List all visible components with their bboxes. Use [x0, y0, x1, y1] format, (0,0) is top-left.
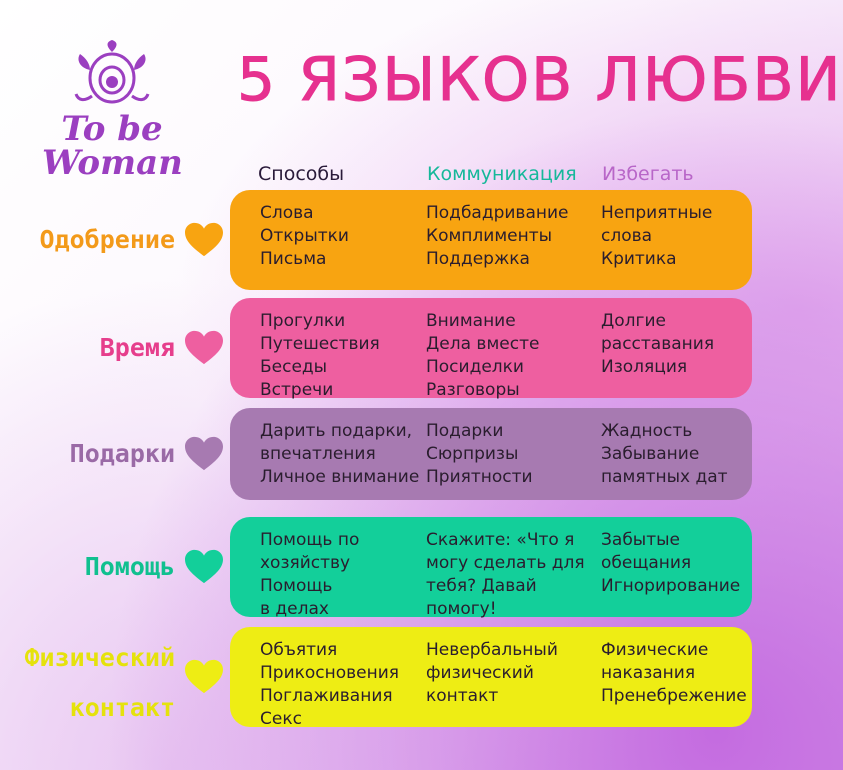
cell-line: Встречи [260, 380, 334, 400]
cell-line: Жадность [601, 421, 693, 441]
logo-text-line2: Woman [42, 143, 183, 183]
cell-ways [260, 310, 380, 402]
cell-ways [260, 202, 349, 271]
cell-line: Изоляция [601, 357, 688, 377]
cell-communication [426, 639, 558, 708]
row-card-time [230, 298, 752, 398]
cell-line: контакт [426, 686, 499, 706]
cell-communication [426, 529, 585, 621]
row-card-approval [230, 190, 752, 290]
cell-line: Поглаживания [260, 686, 393, 706]
cell-line: Разговоры [426, 380, 520, 400]
cell-line: Прогулки [260, 311, 346, 331]
row-card-gifts [230, 408, 752, 500]
cell-avoid [601, 310, 714, 379]
row-card-physical-contact [230, 627, 752, 727]
logo-text-line1: To be [61, 109, 163, 149]
cell-line: Забывание [601, 444, 700, 464]
cell-line: Неприятные [601, 203, 713, 223]
row-label-line: Время [99, 333, 175, 362]
cell-line: Дела вместе [426, 334, 540, 354]
cell-avoid [601, 420, 728, 489]
cell-line: впечатления [260, 444, 376, 464]
cell-line: Объятия [260, 640, 338, 660]
cell-line: Забытые [601, 530, 681, 550]
heart-icon [185, 222, 223, 258]
cell-line: Пренебрежение [601, 686, 747, 706]
cell-line: Посиделки [426, 357, 524, 377]
cell-line: помогу! [426, 599, 497, 619]
cell-line: Подарки [426, 421, 504, 441]
cell-line: Слова [260, 203, 314, 223]
row-label-line: Физический [24, 643, 175, 672]
cell-ways [260, 529, 359, 621]
cell-avoid [601, 639, 747, 708]
cell-line: Подбадривание [426, 203, 569, 223]
cell-line: могу сделать для [426, 553, 585, 573]
cell-line: Секс [260, 709, 302, 729]
cell-communication [426, 202, 569, 271]
heart-icon [185, 330, 223, 366]
cell-communication [426, 310, 539, 402]
cell-line: физический [426, 663, 534, 683]
cell-line: Открытки [260, 226, 349, 246]
heart-icon [185, 549, 223, 585]
peacock-feather-icon [70, 40, 154, 110]
column-header-avoid: Избегать [602, 163, 694, 185]
cell-line: Невербальный [426, 640, 558, 660]
brand-logo [42, 40, 183, 183]
heart-icon [185, 436, 223, 472]
row-label-line: Помощь [84, 552, 175, 581]
cell-line: тебя? Давай [426, 576, 537, 596]
column-header-communication: Коммуникация [427, 163, 577, 185]
page-title: 5 ЯЗЫКОВ ЛЮБВИ [237, 45, 843, 115]
cell-ways [260, 420, 419, 489]
cell-line: Физические [601, 640, 709, 660]
cell-line: хозяйству [260, 553, 351, 573]
column-header-ways: Способы [258, 163, 345, 185]
row-label-time [10, 329, 175, 367]
row-label-gifts [10, 435, 175, 473]
cell-line: слова [601, 226, 653, 246]
cell-line: Критика [601, 249, 677, 269]
cell-line: Сюрпризы [426, 444, 519, 464]
row-label-physical-contact [10, 633, 175, 733]
cell-line: Дарить подарки, [260, 421, 413, 441]
cell-line: Помощь по [260, 530, 360, 550]
cell-ways [260, 639, 399, 731]
cell-line: Прикосновения [260, 663, 400, 683]
cell-line: Личное внимание [260, 467, 420, 487]
cell-line: Помощь [260, 576, 333, 596]
cell-line: памятных дат [601, 467, 728, 487]
cell-line: в делах [260, 599, 329, 619]
row-label-help [10, 548, 175, 586]
cell-line: наказания [601, 663, 696, 683]
cell-line: Поддержка [426, 249, 530, 269]
heart-icon [185, 659, 223, 695]
cell-avoid [601, 529, 740, 598]
cell-line: Скажите: «Что я [426, 530, 575, 550]
cell-communication [426, 420, 533, 489]
cell-line: расставания [601, 334, 715, 354]
row-label-approval [10, 221, 175, 259]
row-label-line: Подарки [69, 439, 175, 468]
cell-line: Письма [260, 249, 327, 269]
cell-line: Путешествия [260, 334, 380, 354]
row-card-help [230, 517, 752, 617]
row-label-line: контакт [69, 693, 175, 722]
cell-avoid [601, 202, 712, 271]
row-label-line: Одобрение [39, 225, 175, 254]
cell-line: Долгие [601, 311, 666, 331]
cell-line: Игнорирование [601, 576, 741, 596]
cell-line: обещания [601, 553, 692, 573]
cell-line: Комплименты [426, 226, 553, 246]
cell-line: Беседы [260, 357, 328, 377]
cell-line: Внимание [426, 311, 516, 331]
cell-line: Приятности [426, 467, 533, 487]
